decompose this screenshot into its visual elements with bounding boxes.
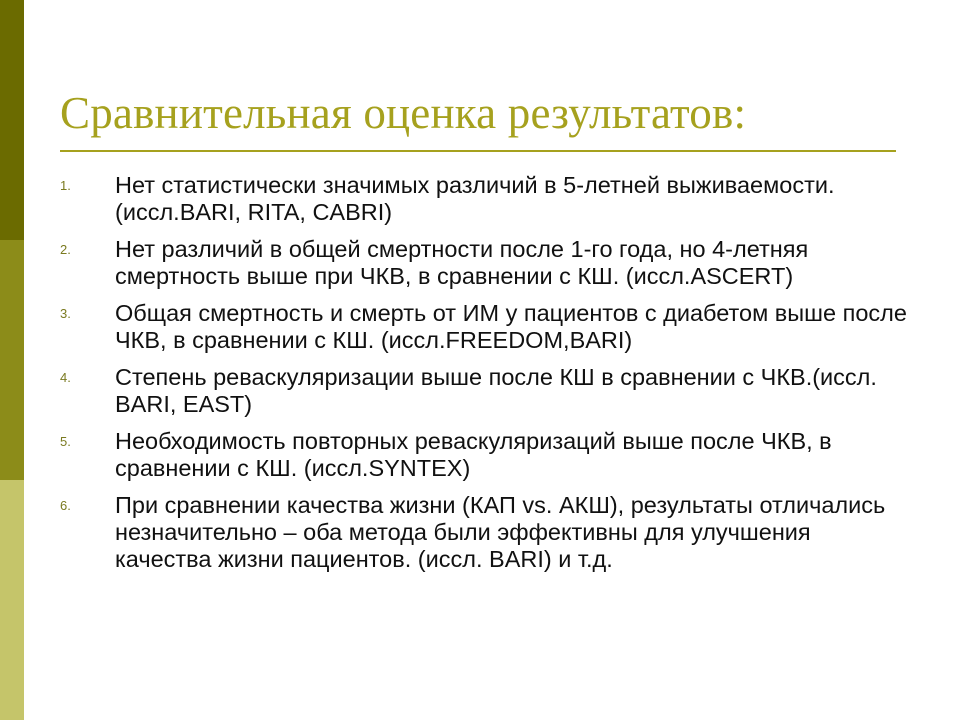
list-item-number: 3. bbox=[60, 306, 71, 321]
list-item-text: Нет статистически значимых различий в 5-летней выживаемости. (иссл.BARI, RITA, CABRI) bbox=[115, 172, 835, 225]
list-item bbox=[60, 428, 910, 482]
list-item bbox=[60, 172, 910, 226]
list-item-text: Нет различий в общей смертности после 1-го года, но 4-летняя смертность выше при ЧКВ, в сравнении с КШ. (иссл.ASCERT) bbox=[115, 236, 809, 289]
list-item-number: 4. bbox=[60, 370, 71, 385]
list-item bbox=[60, 492, 910, 573]
list-item-number: 2. bbox=[60, 242, 71, 257]
accent-bar-top-segment bbox=[0, 0, 24, 240]
list-item-text: При сравнении качества жизни (КАП vs. АКШ), результаты отличались незначительно – оба метода были эффективны для улучшения качества жизни пациентов. (иссл. BARI) и т.д. bbox=[115, 492, 886, 572]
list-item-text: Общая смертность и смерть от ИМ у пациентов с диабетом выше после ЧКВ, в сравнении с КШ. (иссл.FREEDOM,BARI) bbox=[115, 300, 907, 353]
title-underline bbox=[60, 150, 896, 152]
list-item-text: Необходимость повторных реваскуляризаций выше после ЧКВ, в сравнении с КШ. (иссл.SYNTEX) bbox=[115, 428, 832, 481]
accent-bar-middle-segment bbox=[0, 240, 24, 480]
numbered-list bbox=[60, 172, 910, 583]
slide-title: Сравнительная оценка результатов: bbox=[60, 88, 747, 138]
list-item bbox=[60, 300, 910, 354]
list-item bbox=[60, 236, 910, 290]
left-accent-bar bbox=[0, 0, 24, 720]
list-item-text: Степень реваскуляризации выше после КШ в сравнении с ЧКВ.(иссл. BARI, EAST) bbox=[115, 364, 877, 417]
list-item-number: 5. bbox=[60, 434, 71, 449]
accent-bar-bottom-segment bbox=[0, 480, 24, 720]
list-item-number: 1. bbox=[60, 178, 71, 193]
list-item-number: 6. bbox=[60, 498, 71, 513]
list-item bbox=[60, 364, 910, 418]
